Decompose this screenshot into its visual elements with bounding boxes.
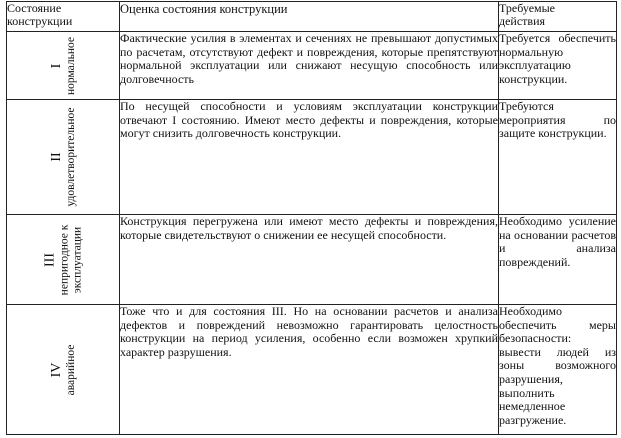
header-state-line: конструкции	[7, 14, 73, 28]
actions-cell: Требуются мероприятия по защите конструкции.	[499, 100, 617, 215]
assessment-cell: Тоже что и для состояния III. Но на основании расчетов и анализа дефектов и повреждений невозможно гарантировать целостность конструкции на период усиления, особенно если возможен хрупкий характер разрушения.	[120, 305, 499, 435]
state-label	[48, 344, 78, 395]
state-label	[42, 224, 85, 295]
state-name: непригодное к	[58, 224, 71, 295]
assessment-cell: Конструкция перегружена или имеют место дефекты и повреждения, которые свидетельствуют о снижении ее несущей способности.	[120, 215, 499, 305]
state-label	[48, 107, 78, 206]
state-numeral: III	[42, 252, 58, 267]
header-state-line: Состояние	[7, 1, 62, 15]
structure-condition-table	[6, 1, 617, 435]
assessment-cell: Фактические усилия в элементах и сечениях не превышают допустимых по расчетам, отсутствуют дефект и повреждения, которые препятствуют нормальной эксплуатации или снижают несущую способность или долговечность	[120, 32, 499, 100]
assessment-cell: По несущей способности и условиям эксплуатации конструкции отвечают I состоянию. Имеют место дефекты и повреждения, которые могут снизить долговечность конструкции.	[120, 100, 499, 215]
actions-cell: Требуется обеспечить нормальную эксплуатацию конструкции.	[499, 32, 617, 100]
table-row	[7, 32, 617, 100]
state-cell	[7, 305, 120, 435]
table-row	[7, 305, 617, 435]
table-row	[7, 100, 617, 215]
state-numeral: IV	[49, 362, 64, 377]
state-cell	[7, 215, 120, 305]
header-state	[7, 2, 120, 32]
state-numeral: I	[49, 63, 64, 68]
state-label	[48, 36, 78, 94]
state-numeral: II	[49, 152, 64, 162]
actions-cell: Необходимо обеспечить меры безопасности: вывести людей из зоны возможного разрушения, выполнить немедленное разгружение.	[499, 305, 617, 435]
table-row	[7, 215, 617, 305]
header-actions-line: Требуемые	[499, 1, 555, 15]
header-actions	[499, 2, 617, 32]
header-assessment: Оценка состояния конструкции	[120, 2, 499, 32]
state-name: удовлетворительное	[65, 107, 77, 207]
actions-cell: Необходимо усиление на основании расчетов и анализа повреждений.	[499, 215, 617, 305]
state-name: эксплуатации	[71, 226, 84, 293]
state-cell	[7, 32, 120, 100]
state-name: аварийное	[65, 344, 77, 395]
state-name: нормальное	[65, 36, 77, 95]
header-actions-line: действия	[499, 14, 546, 28]
header-row	[7, 2, 617, 32]
state-cell	[7, 100, 120, 215]
